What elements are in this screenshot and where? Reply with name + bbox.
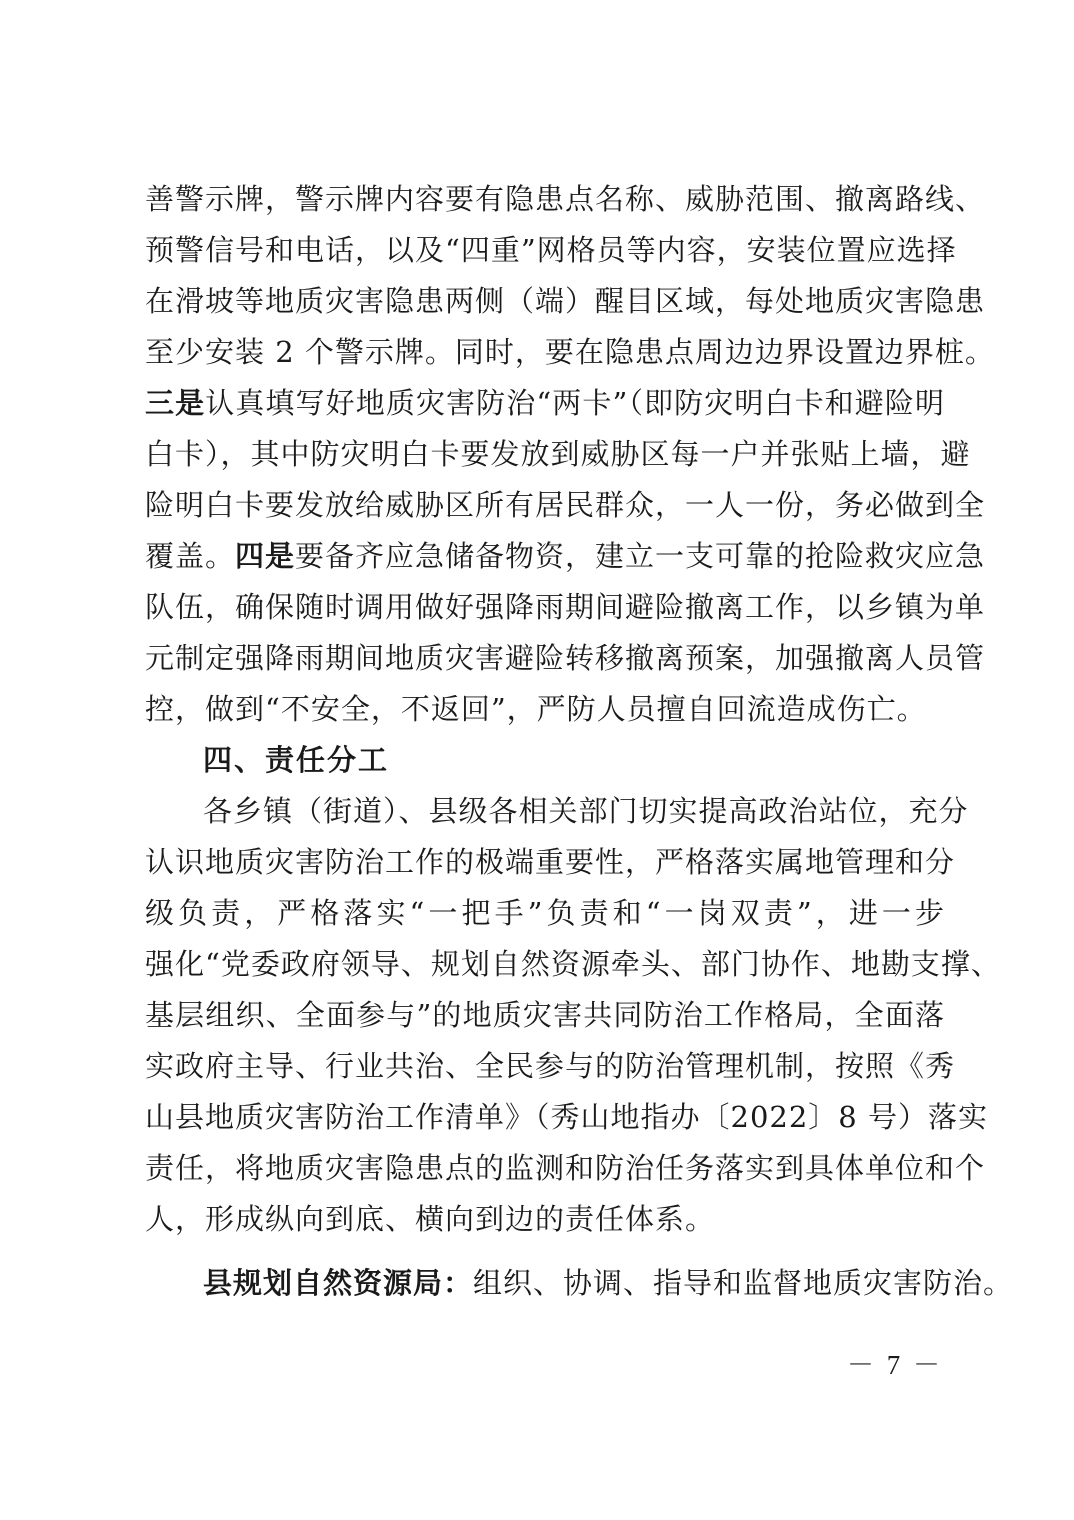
text-line: 队伍，确保随时调用做好强降雨期间避险撤离工作，以乡镇为单 — [145, 590, 986, 624]
text-line: 控，做到“不安全，不返回”，严防人员擅自回流造成伤亡。 — [145, 692, 927, 726]
text-line: 预警信号和电话，以及“四重”网格员等内容，安装位置应选择 — [145, 233, 957, 267]
text-line: 认识地质灾害防治工作的极端重要性，严格落实属地管理和分 — [145, 845, 956, 879]
section-heading: 四、责任分工 — [203, 743, 390, 777]
text-line: 险明白卡要发放给威胁区所有居民群众，一人一份，务必做到全 — [145, 488, 986, 522]
bureau-label: 县规划自然资源局： — [203, 1266, 474, 1300]
document-body — [145, 174, 1014, 1309]
text-span: 要备齐应急储备物资，建立一支可靠的抢险救灾应急 — [295, 539, 986, 573]
text-line: 责任，将地质灾害隐患点的监测和防治任务落实到具体单位和个 — [145, 1151, 986, 1185]
text-line: 善警示牌，警示牌内容要有隐患点名称、威胁范围、撤离路线、 — [145, 182, 986, 216]
text-line: 至少安装 2 个警示牌。同时，要在隐患点周边边界设置边界桩。 — [145, 335, 995, 369]
text-line: 级负责，严格落实“一把手”负责和“一岗双责”，进一步 — [145, 896, 945, 930]
text-line: 山县地质灾害防治工作清单》（秀山地指办〔2022〕8 号）落实 — [145, 1100, 988, 1134]
page-number: － 7 － — [847, 1350, 943, 1380]
bureau-line — [145, 1258, 1014, 1309]
text-line: 基层组织、全面参与”的地质灾害共同防治工作格局，全面落 — [145, 998, 945, 1032]
text-line — [145, 531, 986, 582]
emphasis-label: 三是 — [145, 386, 206, 420]
text-line — [145, 378, 945, 429]
text-line: 强化“党委政府领导、规划自然资源牵头、部门协作、地勘支撑、 — [145, 947, 1001, 981]
text-line: 白卡），其中防灾明白卡要发放到威胁区每一户并张贴上墙，避 — [145, 437, 971, 471]
text-line: 人，形成纵向到底、横向到边的责任体系。 — [145, 1202, 716, 1236]
text-line: 元制定强降雨期间地质灾害避险转移撤离预案，加强撤离人员管 — [145, 641, 986, 675]
spacer — [145, 1245, 945, 1258]
text-line: 实政府主导、行业共治、全民参与的防治管理机制，按照《秀 — [145, 1049, 956, 1083]
emphasis-label: 四是 — [235, 539, 296, 573]
text-line: 在滑坡等地质灾害隐患两侧（端）醒目区域，每处地质灾害隐患 — [145, 284, 986, 318]
bureau-text: 组织、协调、指导和监督地质灾害防治。 — [473, 1266, 1014, 1300]
text-span: 认真填写好地质灾害防治“两卡”（即防灾明白卡和避险明 — [205, 386, 945, 420]
text-line: 各乡镇（街道）、县级各相关部门切实提高政治站位，充分 — [203, 794, 969, 828]
text-span: 覆盖。 — [145, 539, 236, 573]
